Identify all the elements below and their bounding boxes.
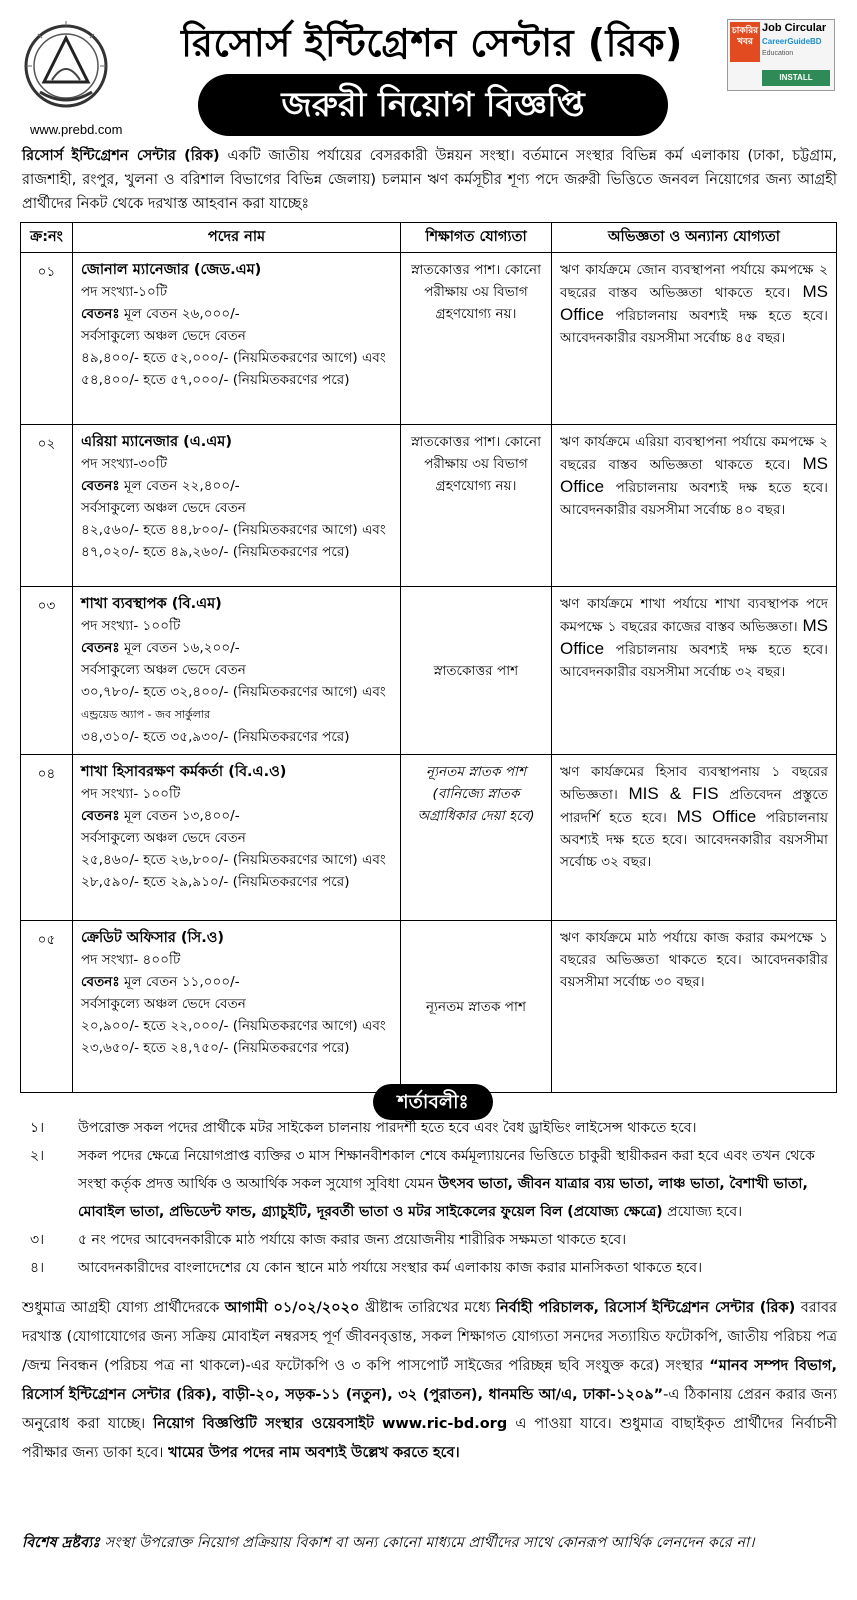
install-button[interactable]: INSTALL [762,70,830,86]
intro-text: একটি জাতীয় পর্যায়ের বেসরকারী উন্নয়ন সংস্থা। বর্তমানে সংস্থার বিভিন্ন কর্ম এলাকায় (ঢাকা, চট্টগ্রাম, রাজশাহী, রংপুর, খুলনা ও বরিশাল বিভাগের বিভিন্ন জেলায়) চলমান ঋণ কর্মসূচীর শূণ্য পদে জরুরী ভিত্তিতে জনবল নিয়োগের জন্য আগ্রহী প্রার্থীদের নিকট থেকে দরখাস্ত আহবান করা যাচ্ছেঃ [22,148,837,212]
job-circular-badge[interactable] [727,19,835,91]
row-serial: ০৪ [21,755,73,921]
post-salary-before [81,681,394,726]
term-text-end: প্রযোজ্য হবে। [667,1204,743,1220]
row-serial: ০২ [21,425,73,587]
post-salary-before: ২০,৯০০/- হতে ২২,০০০/- (নিয়মিতকরণের আগে) এবং [81,1018,386,1034]
closing-text: খ্রীষ্টাব্দ তারিখের মধ্যে [364,1300,491,1316]
experience-report: প্রতিবেদন প্রস্তুতে পারদর্শি হতে হবে। [560,787,828,826]
mis-fis-text: MIS & FIS [628,784,719,803]
special-note [22,1530,837,1557]
closing-paragraph [22,1294,837,1468]
recipient: নির্বাহী পরিচালক, রিসোর্স ইন্টিগ্রেশন সেন্টার (রিক) [495,1300,796,1316]
experience-age: পরিচালনায় অবশ্যই দক্ষ হতে হবে। আবেদনকারীর বয়সসীমা সর্বোচ্চ ৪০ বছর। [560,480,829,518]
closing-text: বরাবর দরখাস্ত (যোগাযোগের জন্য সক্রিয় মোবাইল নম্বরসহ পূর্ণ জীবনবৃত্তান্ত, সকল শিক্ষাগত যোগ্যতা সনদের সত্যায়িত ফটোকপি, জাতীয় পরিচয় পত্র /জন্ম নিবন্ধন (পরিচয় পত্র না থাকলে)-এর ফটোকপি ও ৩ কপি পাসপোর্ট সাইজের পরিচ্ছন্ন ছবি সংযুক্ত করে) সংস্থার [22,1300,837,1374]
experience-cell [552,425,837,587]
term-item [20,1142,837,1226]
terms-heading: শর্তাবলীঃ [373,1084,493,1120]
term-number: ৩। [30,1232,45,1248]
term-text: আবেদনকারীদের বাংলাদেশের যে কোন স্থানে মাঠ পর্যায়ে সংস্থার কর্ম এলাকায় কাজ করার মানসিকতা থাকতে হবে। [78,1260,703,1276]
experience-cell [552,253,837,425]
experience-text: ঋণ কার্যক্রমে জোন ব্যবস্থাপনা পর্যায়ে কমপক্ষে ২ বছরের বাস্তব অভিজ্ঞতা থাকতে হবে। [560,262,828,301]
table-header-row [21,223,837,253]
row-serial: ০৩ [21,587,73,755]
post-count: পদ সংখ্যা- ৪০০টি [81,952,181,968]
header-post: পদের নাম [73,223,401,253]
post-salary-after: ২৩,৬৫০/- হতে ২৪,৭৫০/- (নিয়মিতকরণের পরে) [81,1040,350,1056]
term-item [20,1114,837,1142]
website-label: নিয়োগ বিজ্ঞপ্তিটি সংস্থার ওয়েবসাইট [153,1416,374,1432]
post-cell [73,425,401,587]
deadline-date: আগামী ০১/০২/২০২০ [224,1300,360,1316]
badge-subtitle: CareerGuideBD [762,37,822,46]
post-salary-before: ৪২,৫৬০/- হতে ৪৪,৮০০/- (নিয়মিতকরণের আগে) এবং [81,522,386,538]
post-salary-before: ৪৯,৪০০/- হতে ৫২,০০০/- (নিয়মিতকরণের আগে) এবং [81,350,386,366]
term-number: ২। [30,1148,45,1164]
salary-label: বেতনঃ [81,306,120,322]
post-salary-after: ২৮,৫৯০/- হতে ২৯,৯১০/- (নিয়মিতকরণের পরে) [81,874,350,890]
post-count: পদ সংখ্যা-৩০টি [81,456,168,472]
post-salary-before: ২৫,৪৬০/- হতে ২৬,৮০০/- (নিয়মিতকরণের আগে) এবং [81,852,386,868]
table-row [21,253,837,425]
closing-text: এ পাওয়া যাবে। শুধুমাত্র বাছাইকৃত প্রার্থীদের নির্বাচনী পরীক্ষার জন্য ডাকা হবে। [22,1416,838,1461]
education-cell: ন্যূনতম স্নাতক পাশ [401,921,552,1093]
website-link[interactable]: www.ric-bd.org [381,1416,508,1432]
post-basic [81,303,394,325]
closing-text: -এ ঠিকানায় প্রেরন করার জন্য অনুরোধ করা যাচ্ছে। [22,1387,838,1432]
badge-logo: চাকরির খবর [730,22,760,62]
closing-text: শুধুমাত্র আগ্রহী যোগ্য প্রার্থীদেরকে [22,1300,220,1316]
post-basic [81,971,394,993]
post-cell [73,253,401,425]
term-number: ৪। [30,1260,45,1276]
basic-salary: মূল বেতন ১৬,২০০/- [123,640,240,656]
post-title: শাখা হিসাবরক্ষণ কর্মকর্তা (বি.এ.ও) [81,764,287,780]
education-cell: স্নাতকোত্তর পাশ। কোনো পরীক্ষায় ৩য় বিভাগ গ্রহণযোগ্য নয়। [401,253,552,425]
salary-label: বেতনঃ [81,808,120,824]
post-cell [73,755,401,921]
experience-age: পরিচালনায় অবশ্যই দক্ষ হতে হবে। আবেদনকারীর বয়সসীমা সর্বোচ্চ ৩২ বছর। [560,810,828,870]
term-text: সকল পদের ক্ষেত্রে নিয়োগপ্রাপ্ত ব্যক্তির ৩ মাস শিক্ষানবীশকাল শেষে কর্মমূল্যায়নের ভিত্তিতে চাকুরী স্থায়ীকরন করা হবে এবং তখন থেকে সংস্থা কর্তৃক প্রদত্ত আর্থিক ও অআর্থিক সকল সুযোগ সুবিধা যেমন [78,1148,815,1192]
post-basic [81,805,394,827]
experience-text: ঋণ কার্যক্রমের হিসাব ব্যবস্থাপনায় ১ বছরের অভিজ্ঞতা। [560,764,828,803]
post-count: পদ সংখ্যা- ১০০টি [81,618,181,634]
post-salary-after: ৩৪,৩১০/- হতে ৩৫,৯৩০/- (নিয়মিতকরণের পরে) [81,729,350,745]
term-text: উপরোক্ত সকল পদের প্রার্থীকে মটর সাইকেল চালনায় পারদর্শী হতে হবে এবং বৈধ ড্রাইভিং লাইসেন্স থাকতে হবে। [78,1120,697,1136]
term-item [20,1254,837,1282]
table-row [21,755,837,921]
post-count: পদ সংখ্যা-১০টি [81,284,168,300]
badge-title: Job Circular [762,22,827,34]
post-salary-after: ৫৪,৪০০/- হতে ৫৭,০০০/- (নিয়মিতকরণের পরে) [81,372,350,388]
post-title: শাখা ব্যবস্থাপক (বি.এম) [81,596,222,612]
post-gross: সর্বসাকুল্যে অঞ্চল ভেদে বেতন [81,662,246,678]
post-cell [73,587,401,755]
post-basic [81,637,394,659]
ms-office-text: MS Office [560,282,828,324]
app-note: এন্ড্রয়েড অ্যাপ - জব সার্কুলার [81,708,211,721]
ms-office-text: MS Office [560,454,828,496]
header-experience: অভিজ্ঞতা ও অন্যান্য যোগ্যতা [552,223,837,253]
experience-cell [552,755,837,921]
term-text: ৫ নং পদের আবেদনকারীকে মাঠ পর্যায়ে কাজ করার জন্য প্রয়োজনীয় শারীরিক সক্ষমতা থাকতে হবে। [78,1232,627,1248]
experience-text: ঋণ কার্যক্রমে শাখা পর্যায়ে শাখা ব্যবস্থাপক পদে কমপক্ষে ১ বছরের কাজের বাস্তব অভিজ্ঞতা। [560,596,828,635]
post-gross: সর্বসাকুল্যে অঞ্চল ভেদে বেতন [81,328,246,344]
education-cell: স্নাতকোত্তর পাশ [401,587,552,755]
salary-before-text: ৩০,৭৮০/- হতে ৩২,৪০০/- (নিয়মিতকরণের আগে) এবং [81,684,386,700]
organization-logo-icon [22,18,110,118]
post-basic [81,475,394,497]
table-row [21,587,837,755]
header-education: শিক্ষাগত যোগ্যতা [401,223,552,253]
row-serial: ০৫ [21,921,73,1093]
term-number: ১। [30,1120,45,1136]
experience-cell [552,921,837,1093]
experience-text: ঋণ কার্যক্রমে মাঠ পর্যায়ে কাজ করার কমপক্ষে ১ বছরের অভিজ্ঞতা থাকতে হবে। আবেদনকারীর বয়সসীমা সর্বোচ্চ ৩০ বছর। [560,930,828,990]
ms-office-text: MS Office [560,616,828,658]
post-title: ক্রেডিট অফিসার (সি.ও) [81,930,225,946]
special-label: বিশেষ দ্রষ্টব্যঃ [22,1535,101,1551]
salary-label: বেতনঃ [81,478,120,494]
post-gross: সর্বসাকুল্যে অঞ্চল ভেদে বেতন [81,830,246,846]
experience-text: ঋণ কার্যক্রমে এরিয়া ব্যবস্থাপনা পর্যায়ে কমপক্ষে ২ বছরের বাস্তব অভিজ্ঞতা থাকতে হবে। [560,434,828,473]
watermark-site: www.prebd.com [30,122,123,137]
experience-age: পরিচালনায় অবশ্যই দক্ষ হতে হবে। আবেদনকারীর বয়সসীমা সর্বোচ্চ ৩২ বছর। [560,642,829,680]
table-row [21,921,837,1093]
basic-salary: মূল বেতন ১৩,৪০০/- [123,808,240,824]
post-gross: সর্বসাকুল্যে অঞ্চল ভেদে বেতন [81,996,246,1012]
post-title: জোনাল ম্যানেজার (জেড.এম) [81,262,262,278]
header-serial: ক্র:নং [21,223,73,253]
post-title: এরিয়া ম্যানেজার (এ.এম) [81,434,232,450]
education-cell: ন্যূনতম স্নাতক পাশ (বানিজ্যে স্নাতক অগ্রাধিকার দেয়া হবে) [401,755,552,921]
notice-title: জরুরী নিয়োগ বিজ্ঞপ্তি [198,74,668,136]
envelope-note: খামের উপর পদের নাম অবশ্যই উল্লেখ করতে হবে। [168,1445,460,1461]
salary-label: বেতনঃ [81,640,120,656]
intro-org: রিসোর্স ইন্টিগ্রেশন সেন্টার (রিক) [22,148,220,164]
organization-title: রিসোর্স ইন্টিগ্রেশন সেন্টার (রিক) [181,21,683,65]
basic-salary: মূল বেতন ২৬,০০০/- [123,306,240,322]
intro-paragraph [22,144,837,216]
ms-office-text: MS Office [676,807,757,826]
term-item [20,1226,837,1254]
experience-cell [552,587,837,755]
education-cell: স্নাতকোত্তর পাশ। কোনো পরীক্ষায় ৩য় বিভাগ গ্রহণযোগ্য নয়। [401,425,552,587]
post-cell [73,921,401,1093]
post-gross: সর্বসাকুল্যে অঞ্চল ভেদে বেতন [81,500,246,516]
row-serial: ০১ [21,253,73,425]
salary-label: বেতনঃ [81,974,120,990]
experience-age: পরিচালনায় অবশ্যই দক্ষ হতে হবে। আবেদনকারীর বয়সসীমা সর্বোচ্চ ৪৫ বছর। [560,308,829,346]
basic-salary: মূল বেতন ১১,০০০/- [123,974,240,990]
address: “মানব সম্পদ বিভাগ, রিসোর্স ইন্টিগ্রেশন সেন্টার (রিক), বাড়ী-২০, সড়ক-১১ (নতুন), ৩২ (পুরাতন), ধানমন্ডি আ/এ, ঢাকা-১২০৯” [22,1358,838,1403]
post-count: পদ সংখ্যা- ১০০টি [81,786,181,802]
jobs-table [20,222,837,1093]
special-text: সংস্থা উপরোক্ত নিয়োগ প্রক্রিয়ায় বিকাশ বা অন্য কোনো মাধ্যমে প্রার্থীদের সাথে কোনরূপ আর্থিক লেনদেন করে না। [104,1535,755,1551]
term-benefits: উৎসব ভাতা, জীবন যাত্রার ব্যয় ভাতা, লাঞ্চ ভাতা, বৈশাখী ভাতা, মোবাইল ভাতা, প্রভিডেন্ট ফান্ড, গ্র্যাচুইটি, দূরবর্তী ভাতা ও মটর সাইকেলের ফুয়েল বিল (প্রযোজ্য ক্ষেত্রে) [78,1176,808,1220]
badge-category: Education [762,50,794,57]
basic-salary: মূল বেতন ২২,৪০০/- [123,478,240,494]
terms-list [20,1114,837,1282]
header [0,0,857,150]
post-salary-after: ৪৭,০২০/- হতে ৪৯,২৬০/- (নিয়মিতকরণের পরে) [81,544,350,560]
table-row [21,425,837,587]
